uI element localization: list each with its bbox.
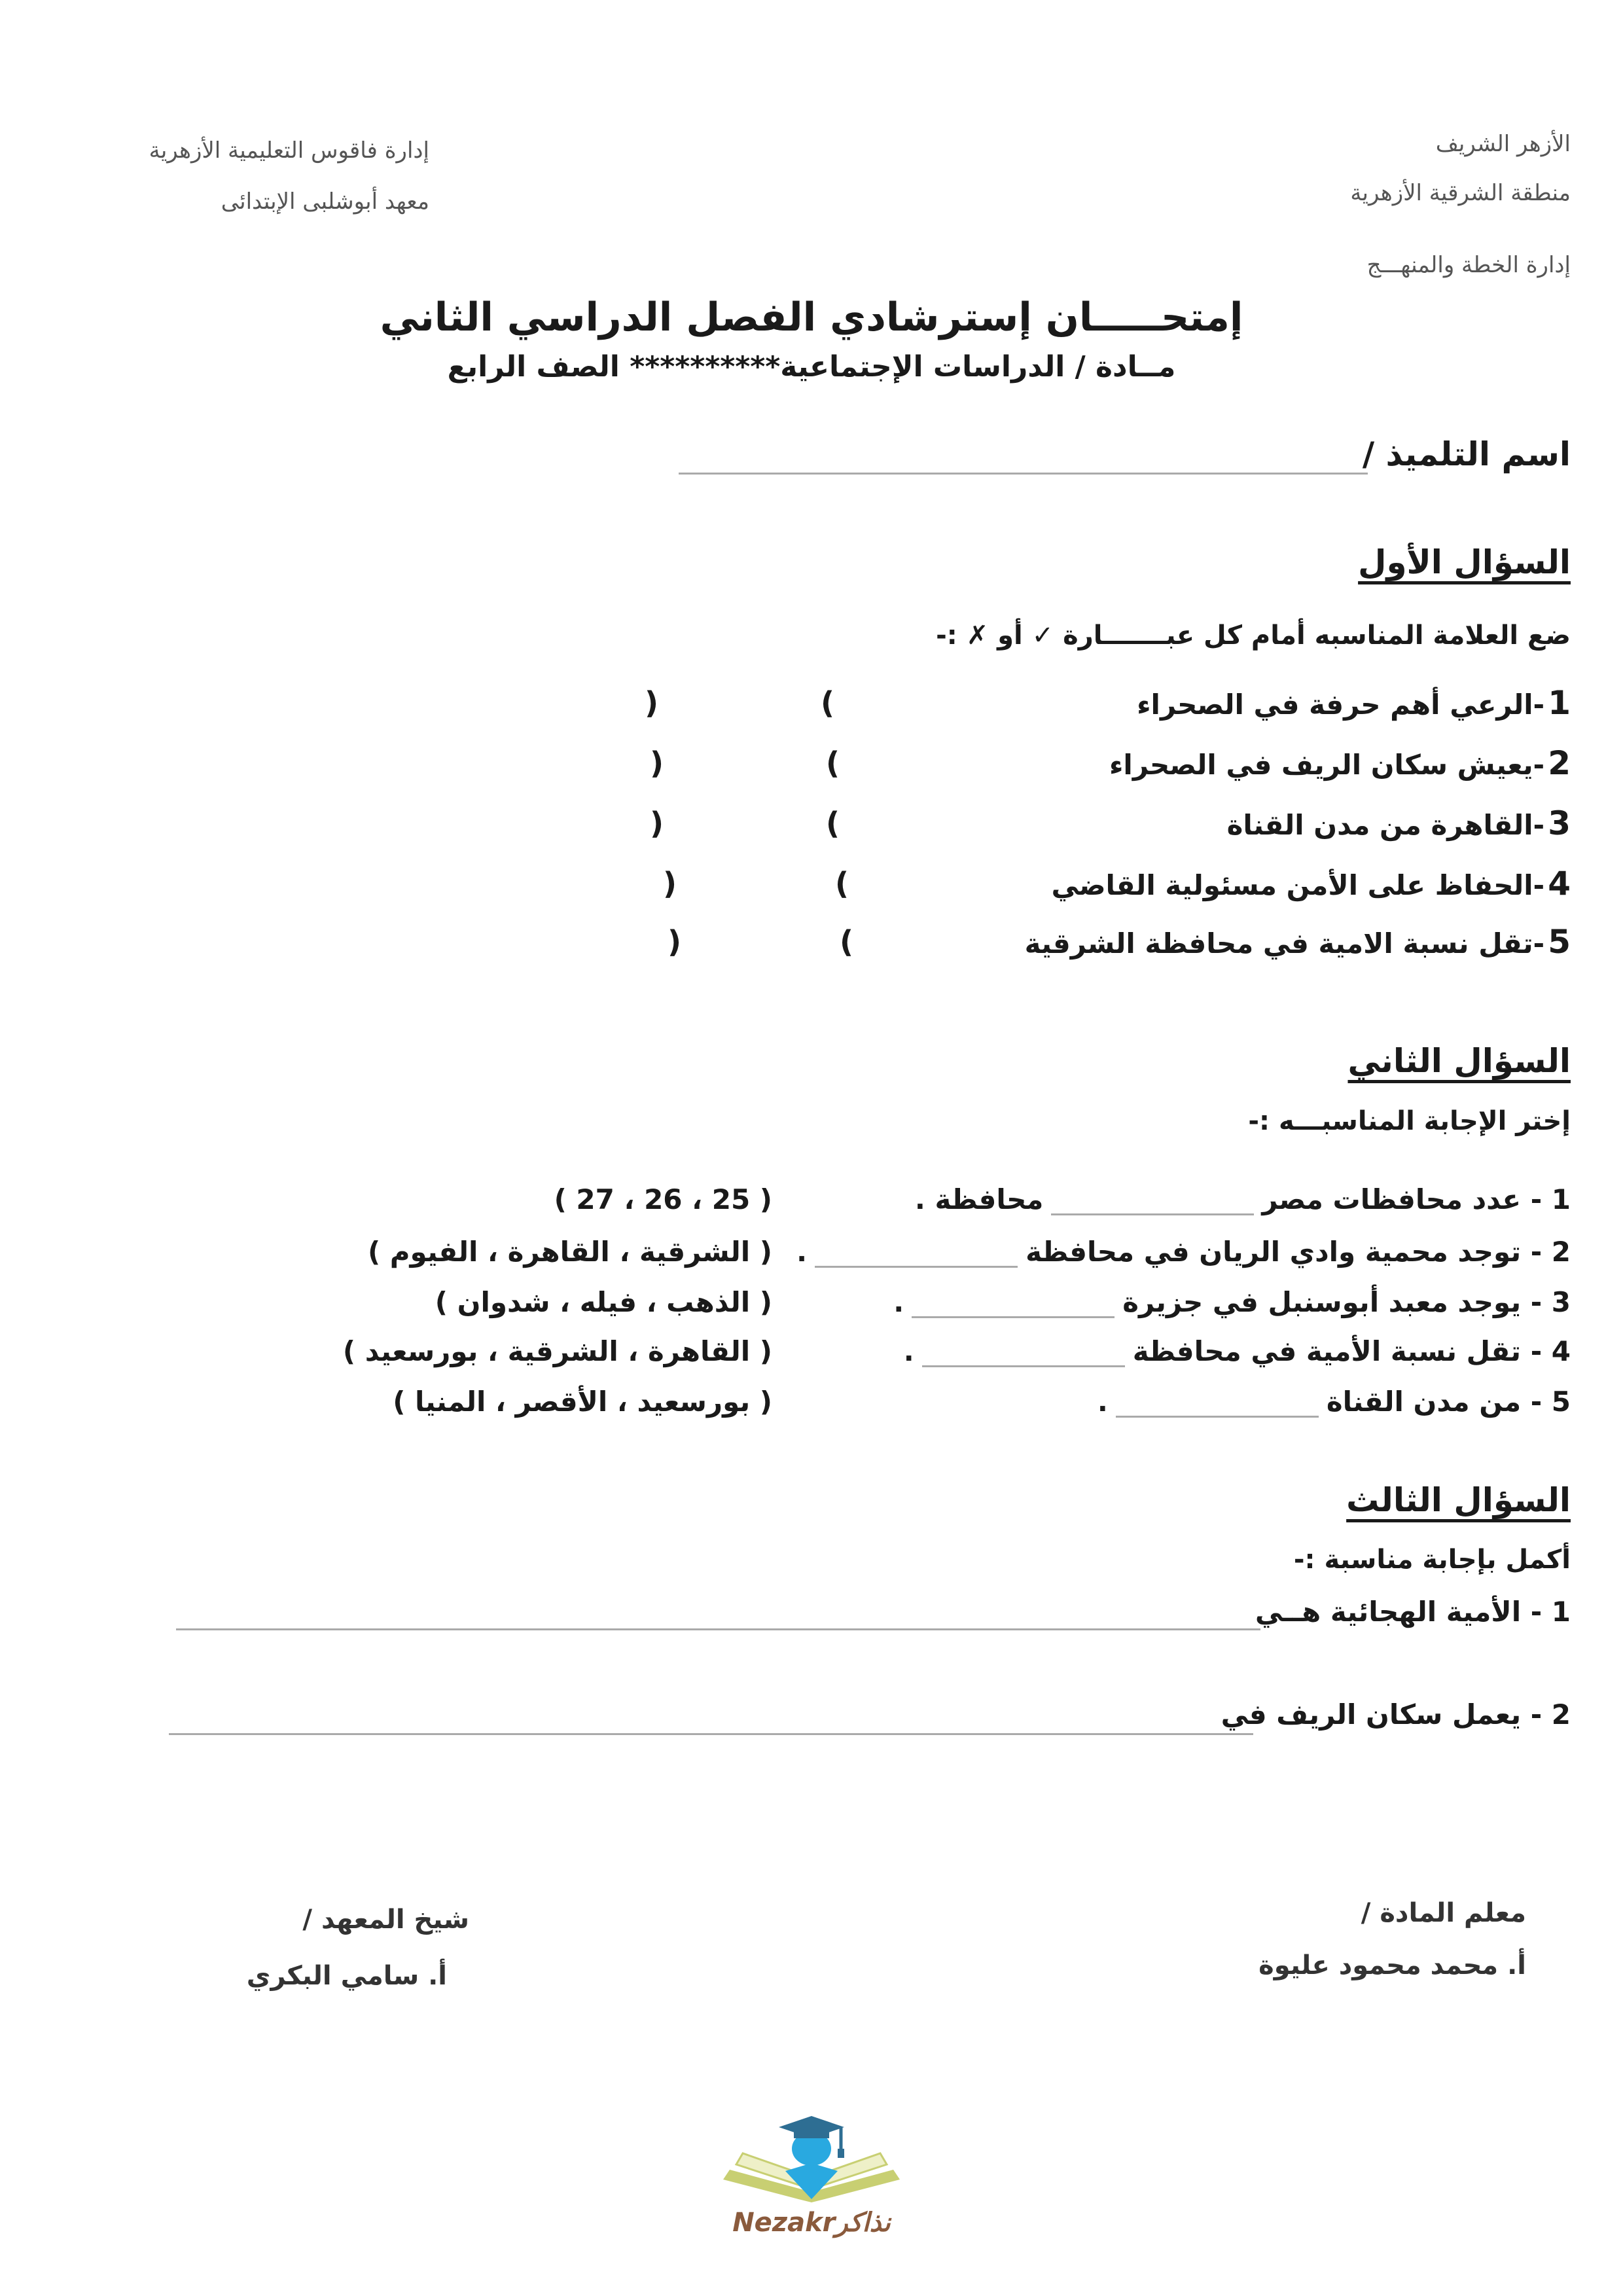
q1-item-number: 2 <box>1548 744 1571 782</box>
q2-item-text: 3 - يوجد معبد أبوسنبل في جزيرة <box>1122 1286 1571 1318</box>
q2-answer-blank[interactable] <box>922 1339 1125 1367</box>
q2-answer-blank[interactable] <box>1116 1390 1319 1418</box>
q1-heading: السؤال الأول <box>1358 543 1571 581</box>
q2-choices: ( الشرقية ، القاهرة ، الفيوم ) <box>367 1236 772 1268</box>
q1-answer-paren-open[interactable]: ( <box>835 866 849 901</box>
teacher-label: معلم المادة / <box>1361 1898 1526 1928</box>
q2-choices: ( بورسعيد ، الأقصر ، المنيا ) <box>393 1386 772 1418</box>
q2-item-text: 1 - عدد محافظات مصر <box>1262 1183 1571 1215</box>
exam-subtitle: مــادة / الدراسات الإجتماعية********** الصف الرابع <box>447 350 1176 384</box>
q3-heading: السؤال الثالث <box>1346 1481 1571 1519</box>
q2-item-text: 2 - توجد محمية وادي الريان في محافظة <box>1026 1236 1571 1268</box>
q1-answer-paren-open[interactable]: ( <box>826 806 840 841</box>
q2-item-text: 5 - من مدن القناة <box>1326 1386 1571 1418</box>
q1-item-number: 1 <box>1548 684 1571 722</box>
q1-answer-paren-close[interactable]: ) <box>650 806 664 841</box>
q1-answer-paren-close[interactable]: ) <box>663 866 677 901</box>
header-left-line-1: إدارة فاقوس التعليمية الأزهرية <box>149 137 429 164</box>
logo-text-latin: Nezakr <box>732 2208 836 2238</box>
q1-item-number: 3 <box>1548 804 1571 842</box>
q2-answer-blank[interactable] <box>815 1240 1018 1268</box>
q2-item-after: . <box>1097 1386 1108 1418</box>
q2-item <box>915 1183 1571 1215</box>
q2-instruction: إختر الإجابة المناسبـــه :- <box>1248 1106 1571 1136</box>
q3-instruction: أكمل بإجابة مناسبة :- <box>1293 1545 1571 1575</box>
q3-item-2: 2 - يعمل سكان الريف في <box>1221 1698 1571 1731</box>
q1-item-number: 4 <box>1548 865 1571 903</box>
q1-item-text: -الحفاظ على الأمن مسئولية القاضي <box>1051 869 1545 901</box>
q2-item-after: محافظة . <box>914 1183 1044 1215</box>
q3-answer-line-2[interactable] <box>169 1733 1253 1735</box>
q1-item-text: -الرعي أهم حرفة في الصحراء <box>1137 689 1545 721</box>
q1-item <box>1109 744 1571 782</box>
q2-choices: ( القاهرة ، الشرقية ، بورسعيد ) <box>342 1335 772 1367</box>
teacher-name: أ. محمد محمود عليوة <box>1258 1950 1526 1981</box>
logo-graduate-book-icon <box>717 2111 906 2209</box>
q1-item <box>1137 684 1571 722</box>
head-name: أ. سامي البكري <box>246 1961 447 1991</box>
q1-item-text: -تقل نسبة الامية في محافظة الشرقية <box>1024 927 1545 960</box>
q2-item <box>796 1236 1571 1268</box>
q1-answer-paren-open[interactable]: ( <box>826 745 840 781</box>
q2-choices: ( 25 ، 26 ، 27 ) <box>554 1183 772 1215</box>
q1-item <box>1025 923 1571 961</box>
q3-item-1: 1 - الأمية الهجائية هــي <box>1255 1596 1571 1628</box>
header-left-line-2: معهد أبوشلبى الإبتدائى <box>221 188 429 215</box>
q2-item <box>904 1335 1571 1367</box>
header-right-line-2: منطقة الشرقية الأزهرية <box>1350 180 1571 206</box>
q2-answer-blank[interactable] <box>1051 1187 1254 1215</box>
q2-choices: ( الذهب ، فيله ، شدوان ) <box>435 1286 772 1318</box>
q1-answer-paren-close[interactable]: ) <box>645 685 659 721</box>
q2-answer-blank[interactable] <box>912 1290 1115 1318</box>
logo-text-arabic: نذاكر <box>835 2208 891 2238</box>
q1-item-text: -القاهرة من مدن القناة <box>1226 809 1545 841</box>
student-name-label: اسم التلميذ / <box>1362 435 1571 473</box>
q3-answer-line-1[interactable] <box>176 1628 1260 1630</box>
q2-item <box>893 1286 1571 1318</box>
q2-heading: السؤال الثاني <box>1347 1042 1571 1080</box>
q2-item-text: 4 - تقل نسبة الأمية في محافظة <box>1132 1335 1571 1367</box>
q1-item-text: -يعيش سكان الريف في الصحراء <box>1109 749 1545 781</box>
q2-item-after: . <box>893 1286 904 1318</box>
q1-answer-paren-close[interactable]: ) <box>650 745 664 781</box>
q2-item-after: . <box>796 1236 808 1268</box>
q1-item <box>1051 865 1571 903</box>
header-right-line-3: إدارة الخطة والمنهـــج <box>1366 252 1571 278</box>
head-label: شيخ المعهد / <box>302 1905 469 1935</box>
nezakr-logo <box>717 2111 906 2248</box>
q1-item <box>1227 804 1571 842</box>
header-right-line-1: الأزهر الشريف <box>1435 131 1571 157</box>
q2-item <box>1097 1386 1571 1418</box>
q1-answer-paren-open[interactable]: ( <box>840 924 854 960</box>
student-name-field[interactable] <box>679 473 1368 475</box>
q1-instruction: ضع العلامة المناسبه أمام كل عبـــــــارة ✓ أو ✗ :- <box>936 620 1571 651</box>
exam-title: إمتحـــــان إسترشادي الفصل الدراسي الثاني <box>380 295 1243 340</box>
q1-answer-paren-open[interactable]: ( <box>821 685 835 721</box>
q1-item-number: 5 <box>1548 923 1571 961</box>
q2-item-after: . <box>903 1335 914 1367</box>
q1-answer-paren-close[interactable]: ) <box>668 924 682 960</box>
